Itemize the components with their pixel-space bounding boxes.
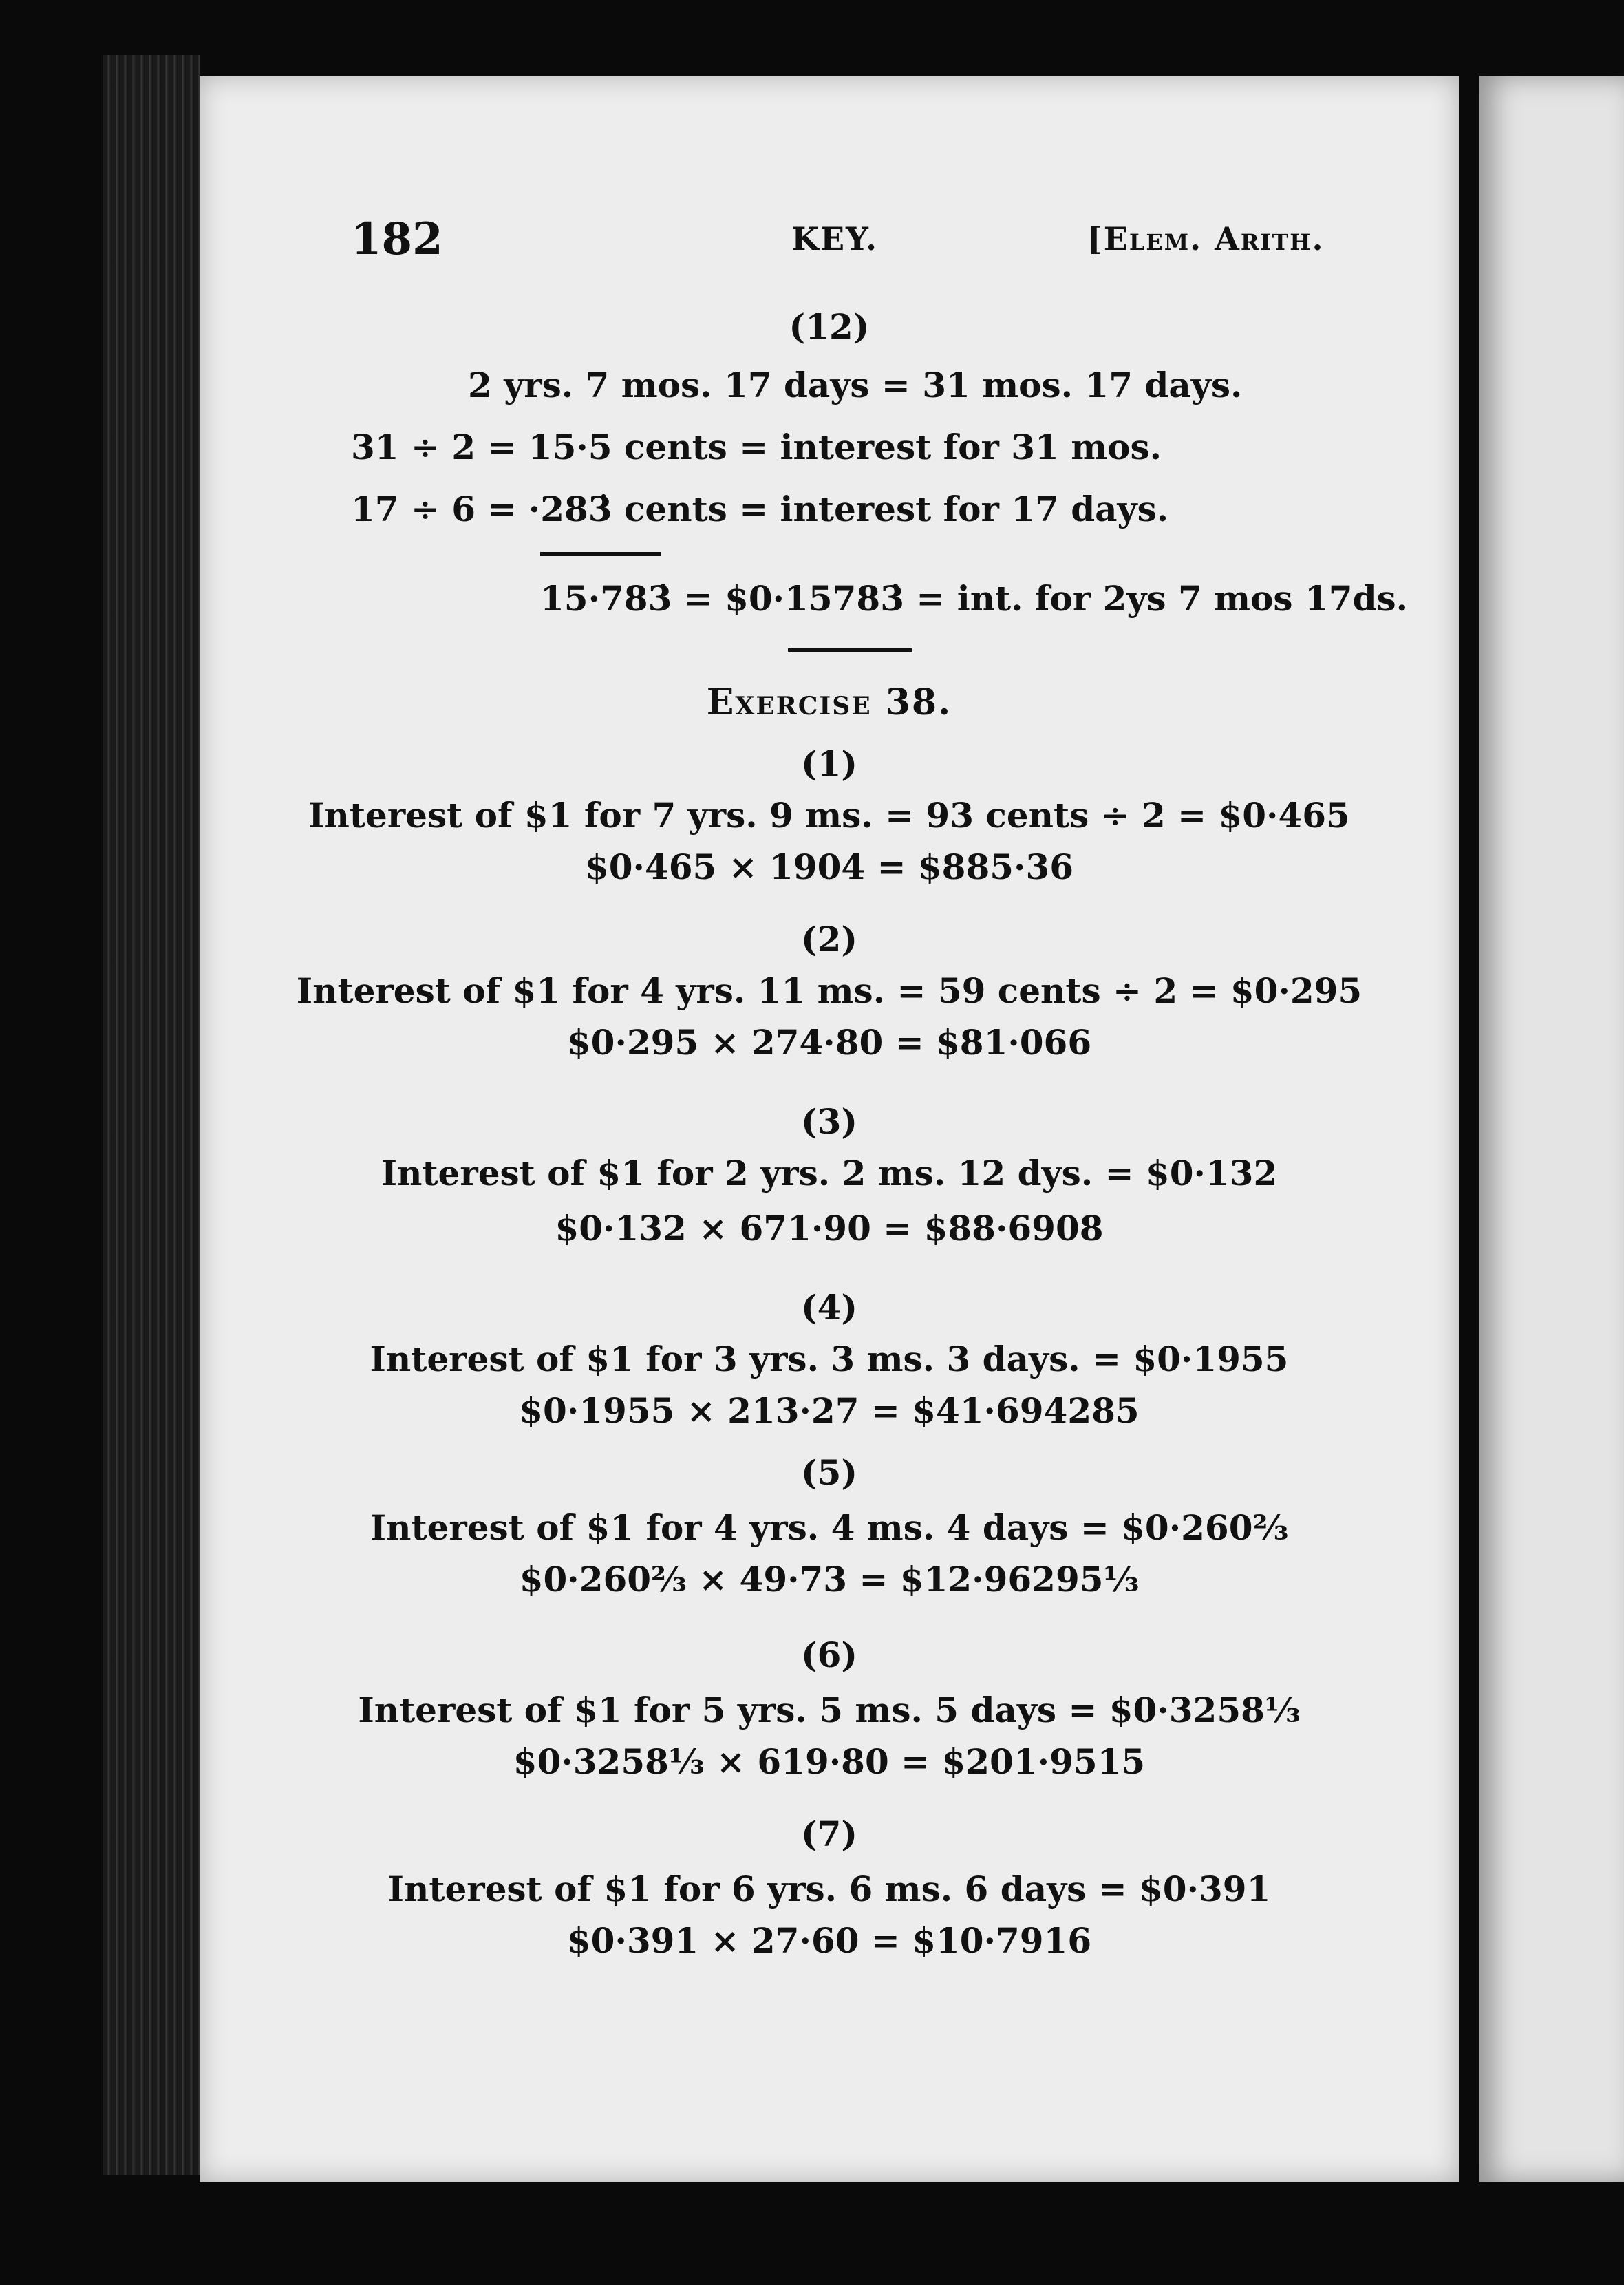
problem-number: (4) xyxy=(800,1287,858,1328)
solution-line: 31 ÷ 2 = 15·5 cents = interest for 31 mos. xyxy=(351,427,1162,467)
problem-line: $0·1955 × 213·27 = $41·694285 xyxy=(519,1390,1140,1431)
problem-number: (7) xyxy=(800,1814,858,1854)
problem-number: (6) xyxy=(800,1635,858,1675)
solution-line: 17 ÷ 6 = ·283̇ cents = interest for 17 days. xyxy=(351,489,1169,529)
exercise-title: Exercise 38. xyxy=(706,681,952,723)
page-number: 182 xyxy=(351,213,443,265)
problem-line: Interest of $1 for 4 yrs. 11 ms. = 59 cents ÷ 2 = $0·295 xyxy=(296,970,1363,1011)
problem-line: $0·132 × 671·90 = $88·6908 xyxy=(555,1208,1104,1248)
problem-line: Interest of $1 for 4 yrs. 4 ms. 4 days = $0·260⅔ xyxy=(370,1507,1289,1548)
section-divider xyxy=(788,648,912,652)
problem-number: (5) xyxy=(800,1452,858,1493)
problem-line: $0·260⅔ × 49·73 = $12·96295⅓ xyxy=(519,1559,1140,1600)
problem-line: Interest of $1 for 5 yrs. 5 ms. 5 days = $0·3258⅓ xyxy=(358,1690,1301,1730)
solution-line: 2 yrs. 7 mos. 17 days = 31 mos. 17 days. xyxy=(468,365,1243,405)
problem-number: (3) xyxy=(800,1101,858,1142)
problem-line: $0·391 × 27·60 = $10·7916 xyxy=(566,1920,1092,1961)
sum-rule xyxy=(540,552,661,556)
problem-line: Interest of $1 for 6 yrs. 6 ms. 6 days = $0·391 xyxy=(387,1869,1271,1909)
solution-number: (12) xyxy=(789,306,870,347)
problem-line: Interest of $1 for 7 yrs. 9 ms. = 93 cents ÷ 2 = $0·465 xyxy=(308,795,1350,836)
page-header xyxy=(200,213,1459,268)
problem-line: $0·465 × 1904 = $885·36 xyxy=(584,847,1074,887)
page-title: KEY. xyxy=(791,220,878,257)
problem-line: $0·295 × 274·80 = $81·066 xyxy=(566,1022,1092,1063)
problem-number: (2) xyxy=(800,919,858,959)
adjacent-page-edge xyxy=(1479,76,1624,2182)
problem-line: Interest of $1 for 2 yrs. 2 ms. 12 dys. = $0·132 xyxy=(381,1153,1278,1193)
book-page xyxy=(200,76,1459,2182)
running-head: [Elem. Arith. xyxy=(1087,220,1325,257)
problem-number: (1) xyxy=(800,743,858,784)
solution-line: 15·783̇ = $0·15783̇ = int. for 2ys 7 mos 17ds. xyxy=(540,578,1409,619)
problem-line: $0·3258⅓ × 619·80 = $201·9515 xyxy=(513,1741,1146,1782)
book-gutter xyxy=(103,55,200,2175)
problem-line: Interest of $1 for 3 yrs. 3 ms. 3 days. = $0·1955 xyxy=(370,1339,1289,1379)
